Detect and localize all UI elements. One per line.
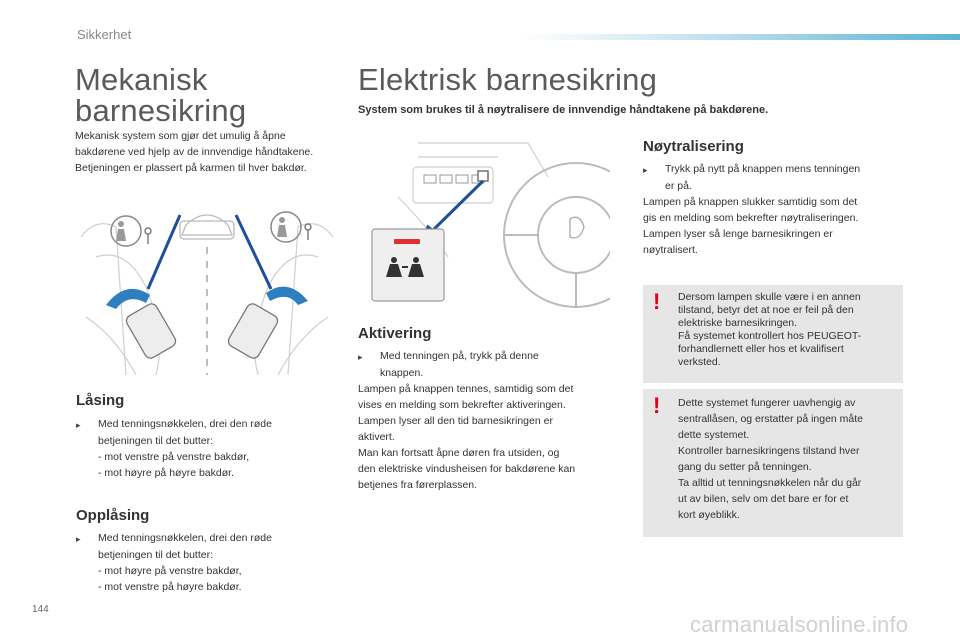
warning-text: Dersom lampen skulle være i en annen tilstand, betyr det at noe er feil på den elektriske barnesikringen. Få systemet kontrollert hos PEUGEOT- forhandlernett eller hos et kvalifisert verksted. [678,291,862,368]
locking-instructions: ▸ Med tenningsnøkkelen, drei den røde betjeningen til det butter: - mot venstre på venstre bakdør, - mot høyre på høyre bakdør. [76,416,346,481]
bullet-arrow-icon: ▸ [76,420,81,430]
warning-icon: ! [653,393,661,418]
steering-wheel [504,163,610,307]
intro-line: Betjeningen er plassert på karmen til hver bakdør. [75,162,307,174]
title-line-2: barnesikring [75,93,247,128]
activation-instructions: ▸ Med tenningen på, trykk på denne knappen. Lampen på knappen tennes, samtidig som det vises en melding som bekrefter aktiveringen. Lampen lyser all den tid barnesikringen er aktivert. Man kan fortsatt åpne døren fra utsiden, og den elektriske vindusheisen for bakdørene kan betjenes fra førerplassen. [358,350,576,491]
neutralization-heading: Nøytralisering [643,138,744,155]
locking-heading: Låsing [76,392,125,409]
list-item: - mot venstre på venstre bakdør, [98,451,250,463]
rear-doors-key-illustration [76,197,338,375]
car-top-icon [180,215,234,239]
page-number: 144 [32,604,49,615]
title-line-1: Mekanisk [75,62,208,97]
neutralization-instructions: ▸ Trykk på nytt på knappen mens tenningen er på. Lampen på knappen slukker samtidig som det gis en melding som bekrefter nøytraliseringen. Lampen lyser så lenge barnesikringen er nøytralisert. [643,163,861,256]
bullet-arrow-icon: ▸ [76,534,81,544]
list-item: - mot venstre på høyre bakdør. [98,581,242,593]
peugeot-logo [570,217,584,238]
activation-heading: Aktivering [358,325,432,342]
list-item: - mot høyre på venstre bakdør, [98,565,242,577]
dashboard-button-illustration [358,137,610,311]
child-lock-button[interactable] [372,229,444,301]
unlocking-heading: Opplåsing [76,507,150,524]
warning-icon: ! [653,289,661,314]
unlocking-instructions: ▸ Med tenningsnøkkelen, drei den røde betjeningen til det butter: - mot høyre på venstre bakdør, - mot venstre på høyre bakdør. [76,530,346,595]
list-item: - mot høyre på høyre bakdør. [98,467,234,479]
electric-lock-subtitle: System som brukes til å nøytralisere de innvendige håndtakene på bakdørene. [358,104,769,116]
bullet-arrow-icon: ▸ [358,352,363,362]
child-lock-icon [111,212,301,246]
warning-text: Dette systemet fungerer uavhengig av sentrallåsen, og erstatter på ingen måte dette systemet. Kontroller barnesikringens tilstand hver gang du setter på tenningen. Ta alltid ut tenningsnøkkelen når du går ut av bilen, selv om det bare er for et kort øyeblikk. [678,397,864,521]
warning-box-independence [643,389,903,537]
intro-line: Mekanisk system som gjør det umulig å åpne [75,130,286,142]
warning-box-malfunction [643,285,903,383]
intro-line: bakdørene ved hjelp av de innvendige håndtakene. [75,146,314,158]
watermark: carmanualsonline.info [690,612,909,637]
mechanical-intro [75,128,345,176]
bullet-arrow-icon: ▸ [643,165,648,175]
mechanical-lock-title [75,64,355,126]
header-accent-bar [520,34,960,40]
section-title: Sikkerhet [77,27,132,42]
electric-lock-title: Elektrisk barnesikring [358,62,658,97]
